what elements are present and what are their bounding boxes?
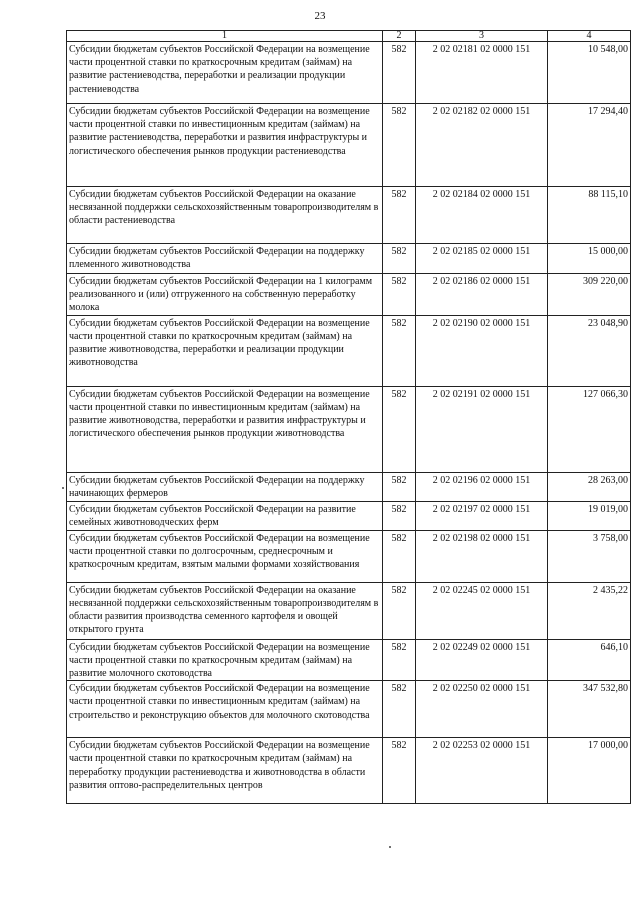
row-description: Субсидии бюджетам субъектов Российской Федерации на возмещение части процентной ставки по долгосрочным, среднесрочным и краткосрочным кредитам, взятым малыми формами хозяйствования	[67, 530, 383, 582]
row-amount: 646,10	[548, 639, 631, 681]
row-description: Субсидии бюджетам субъектов Российской Федерации на развитие семейных животноводческих ферм	[67, 501, 383, 530]
row-admin-code: 582	[383, 530, 416, 582]
row-amount: 2 435,22	[548, 582, 631, 639]
row-amount: 15 000,00	[548, 244, 631, 274]
row-budget-code: 2 02 02182 02 0000 151	[416, 104, 548, 187]
table-row	[67, 501, 631, 530]
table-body	[67, 31, 631, 804]
table-row	[67, 315, 631, 386]
table-row	[67, 582, 631, 639]
table-row	[67, 244, 631, 274]
column-number-2: 2	[383, 31, 416, 42]
row-budget-code: 2 02 02197 02 0000 151	[416, 501, 548, 530]
row-budget-code: 2 02 02245 02 0000 151	[416, 582, 548, 639]
row-amount: 19 019,00	[548, 501, 631, 530]
row-admin-code: 582	[383, 738, 416, 804]
page-number: 23	[314, 10, 326, 22]
row-budget-code: 2 02 02196 02 0000 151	[416, 472, 548, 501]
row-description: Субсидии бюджетам субъектов Российской Федерации на поддержку начинающих фермеров	[67, 472, 383, 501]
row-budget-code: 2 02 02253 02 0000 151	[416, 738, 548, 804]
row-amount: 3 758,00	[548, 530, 631, 582]
table-row	[67, 104, 631, 187]
row-description: Субсидии бюджетам субъектов Российской Федерации на возмещение части процентной ставки по краткосрочным кредитам (займам) на развитие растениеводства, переработки и реализации продукции растениеводства	[67, 42, 383, 104]
row-admin-code: 582	[383, 501, 416, 530]
table-row	[67, 386, 631, 472]
row-amount: 127 066,30	[548, 386, 631, 472]
table-row	[67, 42, 631, 104]
row-budget-code: 2 02 02191 02 0000 151	[416, 386, 548, 472]
row-description: Субсидии бюджетам субъектов Российской Федерации на возмещение части процентной ставки по инвестиционным кредитам (займам) на строительство и реконструкцию объектов для молочного скотоводства	[67, 681, 383, 738]
scan-speck	[62, 487, 64, 489]
table-row	[67, 187, 631, 244]
scan-speck	[389, 846, 391, 848]
row-amount: 23 048,90	[548, 315, 631, 386]
row-admin-code: 582	[383, 187, 416, 244]
row-admin-code: 582	[383, 639, 416, 681]
row-admin-code: 582	[383, 244, 416, 274]
row-description: Субсидии бюджетам субъектов Российской Федерации на возмещение части процентной ставки по краткосрочным кредитам (займам) на переработку продукции растениеводства и животноводства в области развития оптово-распределительных центров	[67, 738, 383, 804]
row-amount: 17 000,00	[548, 738, 631, 804]
column-number-row	[67, 31, 631, 42]
row-budget-code: 2 02 02184 02 0000 151	[416, 187, 548, 244]
row-admin-code: 582	[383, 315, 416, 386]
row-amount: 88 115,10	[548, 187, 631, 244]
table-row	[67, 639, 631, 681]
budget-revenue-table	[66, 30, 631, 804]
table-row	[67, 530, 631, 582]
table-row	[67, 274, 631, 316]
table-row	[67, 472, 631, 501]
table-row	[67, 681, 631, 738]
row-description: Субсидии бюджетам субъектов Российской Федерации на возмещение части процентной ставки по краткосрочным кредитам (займам) на развитие молочного скотоводства	[67, 639, 383, 681]
row-budget-code: 2 02 02249 02 0000 151	[416, 639, 548, 681]
row-admin-code: 582	[383, 42, 416, 104]
row-description: Субсидии бюджетам субъектов Российской Федерации на оказание несвязанной поддержки сельскохозяйственным товаропроизводителям в области растениеводства	[67, 187, 383, 244]
row-amount: 347 532,80	[548, 681, 631, 738]
row-description: Субсидии бюджетам субъектов Российской Федерации на поддержку племенного животноводства	[67, 244, 383, 274]
row-budget-code: 2 02 02190 02 0000 151	[416, 315, 548, 386]
row-admin-code: 582	[383, 104, 416, 187]
column-number-3: 3	[416, 31, 548, 42]
row-amount: 309 220,00	[548, 274, 631, 316]
row-description: Субсидии бюджетам субъектов Российской Федерации на 1 килограмм реализованного и (или) отгруженного на собственную переработку молока	[67, 274, 383, 316]
row-budget-code: 2 02 02198 02 0000 151	[416, 530, 548, 582]
row-admin-code: 582	[383, 681, 416, 738]
row-description: Субсидии бюджетам субъектов Российской Федерации на оказание несвязанной поддержки сельскохозяйственным товаропроизводителям в области развития производства семенного картофеля и овощей открытого грунта	[67, 582, 383, 639]
column-number-1: 1	[67, 31, 383, 42]
row-amount: 28 263,00	[548, 472, 631, 501]
row-budget-code: 2 02 02250 02 0000 151	[416, 681, 548, 738]
row-amount: 10 548,00	[548, 42, 631, 104]
row-admin-code: 582	[383, 472, 416, 501]
row-admin-code: 582	[383, 386, 416, 472]
column-number-4: 4	[548, 31, 631, 42]
row-amount: 17 294,40	[548, 104, 631, 187]
row-description: Субсидии бюджетам субъектов Российской Федерации на возмещение части процентной ставки по краткосрочным кредитам (займам) на развитие животноводства, переработки и реализации продукции животноводства	[67, 315, 383, 386]
row-admin-code: 582	[383, 274, 416, 316]
row-budget-code: 2 02 02185 02 0000 151	[416, 244, 548, 274]
row-budget-code: 2 02 02181 02 0000 151	[416, 42, 548, 104]
row-description: Субсидии бюджетам субъектов Российской Федерации на возмещение части процентной ставки по инвестиционным кредитам (займам) на развитие растениеводства, переработки и развития инфраструктуры и логистического обеспечения рынков продукции растениеводства	[67, 104, 383, 187]
table-row	[67, 738, 631, 804]
row-description: Субсидии бюджетам субъектов Российской Федерации на возмещение части процентной ставки по инвестиционным кредитам (займам) на развитие животноводства, переработки и развития инфраструктуры и логистического обеспечения рынков продукции животноводства	[67, 386, 383, 472]
row-admin-code: 582	[383, 582, 416, 639]
row-budget-code: 2 02 02186 02 0000 151	[416, 274, 548, 316]
